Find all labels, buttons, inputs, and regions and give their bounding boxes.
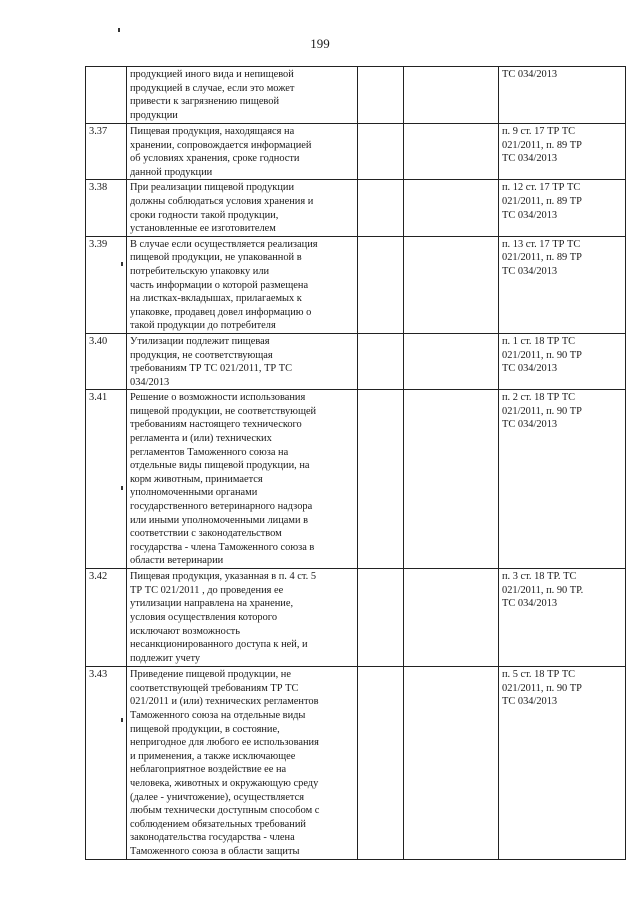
cell-text-line: 021/2011, п. 90 ТР (502, 349, 582, 361)
cell-text-line: 021/2011, п. 90 ТР (502, 405, 582, 417)
cell-text-line: государства - члена Таможенного союза в (130, 541, 315, 553)
regulation-reference (499, 67, 626, 124)
cell-text-line: Решение о возможности использования (130, 392, 306, 404)
table-row (86, 180, 626, 236)
cell-text-line: утилизации направлена на хранение, (130, 598, 294, 610)
cell-text-line: 021/2011, п. 89 ТР (502, 195, 582, 207)
cell-text-line: 021/2011, п. 90 ТР. (502, 584, 584, 596)
cell-text-line: привести к загрязнению пищевой (130, 96, 280, 108)
empty-cell (358, 390, 404, 569)
row-number (86, 67, 127, 124)
requirement-text (127, 180, 358, 236)
cell-text-line: ТС 034/2013 (502, 598, 558, 610)
cell-text-line: несанкционированного доступа к ней, и (130, 639, 308, 651)
cell-text-line: на листках-вкладышах, прилагаемых к (130, 293, 302, 305)
empty-cell (404, 180, 499, 236)
cell-text-line: п. 13 ст. 17 ТР ТС (502, 238, 581, 250)
cell-text-line: отдельные виды пищевой продукции, на (130, 460, 310, 472)
cell-text-line: п. 9 ст. 17 ТР ТС (502, 126, 576, 137)
cell-text-line: соответствии с законодательством (130, 528, 282, 540)
cell-text-line: законодательства государства - члена (130, 832, 295, 844)
cell-text-line: данной продукции (130, 166, 213, 178)
cell-text-line: п. 2 ст. 18 ТР ТС (502, 392, 576, 404)
cell-text-line: 021/2011, п. 89 ТР (502, 139, 582, 151)
cell-text-line: Утилизации подлежит пищевая (130, 335, 270, 347)
cell-text-line: хранении, сопровождается информацией (130, 139, 312, 151)
empty-cell (404, 667, 499, 859)
empty-cell (358, 667, 404, 859)
regulation-reference (499, 333, 626, 389)
regulation-reference (499, 124, 626, 180)
empty-cell (358, 67, 404, 124)
requirement-text (127, 333, 358, 389)
cell-text-line: любым технически доступным способом с (130, 805, 320, 817)
cell-text-line: Приведение пищевой продукции, не (130, 669, 291, 681)
row-number: 3.40 (86, 333, 127, 389)
table-row (86, 124, 626, 180)
cell-text-line: ТР ТС 021/2011 , до проведения ее (130, 584, 284, 596)
requirement-text (127, 667, 358, 859)
empty-cell (358, 236, 404, 333)
cell-text-line: подлежит учету (130, 652, 201, 664)
table-row (86, 333, 626, 389)
cell-text-line: условия осуществления которого (130, 612, 278, 624)
empty-cell (404, 569, 499, 667)
table-row (86, 569, 626, 667)
regulation-reference (499, 180, 626, 236)
cell-text-line: ТС 034/2013 (502, 209, 558, 221)
empty-cell (404, 333, 499, 389)
row-number: 3.41 (86, 390, 127, 569)
cell-text-line: ТС 034/2013 (502, 153, 558, 165)
cell-text-line: сроки годности такой продукции, (130, 209, 279, 221)
cell-text-line: уполномоченными органами (130, 487, 258, 499)
cell-text-line: пищевой продукции, не соответствующей (130, 405, 317, 417)
row-number: 3.39 (86, 236, 127, 333)
cell-text-line: 034/2013 (130, 376, 170, 388)
row-number: 3.38 (86, 180, 127, 236)
cell-text-line: требованиям настоящего технического (130, 419, 302, 431)
cell-text-line: В случае если осуществляется реализация (130, 238, 318, 250)
scan-mark (118, 28, 120, 32)
regulation-reference (499, 569, 626, 667)
empty-cell (358, 569, 404, 667)
cell-text-line: п. 12 ст. 17 ТР ТС (502, 182, 581, 194)
cell-text-line: соблюдением обязательных требований (130, 818, 306, 830)
table-row (86, 667, 626, 859)
cell-text-line: При реализации пищевой продукции (130, 182, 295, 194)
row-number: 3.37 (86, 124, 127, 180)
row-number: 3.42 (86, 569, 127, 667)
cell-text-line: Пищевая продукция, находящаяся на (130, 126, 295, 137)
empty-cell (404, 67, 499, 124)
cell-text-line: пищевой продукции, не упакованной в (130, 252, 302, 264)
empty-cell (358, 124, 404, 180)
cell-text-line: регламента и (или) технических (130, 433, 272, 445)
cell-text-line: упаковке, продавец довел информацию о (130, 306, 312, 318)
cell-text-line: 021/2011 и (или) технических регламентов (130, 696, 319, 708)
cell-text-line: продукцией иного вида и непищевой (130, 69, 294, 80)
regulation-reference (499, 236, 626, 333)
cell-text-line: корм животным, принимается (130, 473, 263, 485)
cell-text-line: соответствующей требованиям ТР ТС (130, 682, 299, 694)
cell-text-line: ТС 034/2013 (502, 265, 558, 277)
regulation-reference (499, 667, 626, 859)
cell-text-line: Таможенного союза в области защиты (130, 846, 300, 857)
cell-text-line: установленные ее изготовителем (130, 223, 276, 235)
cell-text-line: потребительскую упаковку или (130, 265, 270, 277)
empty-cell (358, 180, 404, 236)
cell-text-line: продукция, не соответствующая (130, 349, 273, 361)
table-row (86, 236, 626, 333)
cell-text-line: области ветеринарии (130, 555, 224, 567)
requirement-text (127, 236, 358, 333)
requirement-text (127, 569, 358, 667)
row-number: 3.43 (86, 667, 127, 859)
cell-text-line: ТС 034/2013 (502, 69, 558, 80)
requirement-text (127, 390, 358, 569)
table-row (86, 390, 626, 569)
empty-cell (404, 390, 499, 569)
requirement-text (127, 67, 358, 124)
cell-text-line: п. 3 ст. 18 ТР. ТС (502, 571, 577, 583)
regulation-reference (499, 390, 626, 569)
cell-text-line: ТС 034/2013 (502, 419, 558, 431)
cell-text-line: требованиям ТР ТС 021/2011, ТР ТС (130, 363, 293, 375)
cell-text-line: ТС 034/2013 (502, 696, 558, 708)
page-number: 199 (310, 36, 330, 51)
cell-text-line: 021/2011, п. 89 ТР (502, 252, 582, 264)
cell-text-line: Таможенного союза на отдельные виды (130, 710, 306, 722)
cell-text-line: п. 5 ст. 18 ТР ТС (502, 669, 576, 681)
requirement-text (127, 124, 358, 180)
cell-text-line: (далее - уничтожение), осуществляется (130, 791, 304, 803)
cell-text-line: 021/2011, п. 90 ТР (502, 682, 582, 694)
cell-text-line: человека, животных и окружающую среду (130, 778, 319, 790)
empty-cell (358, 333, 404, 389)
requirements-table (85, 66, 626, 860)
cell-text-line: государственного ветеринарного надзора (130, 501, 313, 513)
cell-text-line: непригодное для любого ее использования (130, 737, 319, 749)
empty-cell (404, 124, 499, 180)
cell-text-line: должны соблюдаться условия хранения и (130, 195, 314, 207)
empty-cell (404, 236, 499, 333)
table-row (86, 67, 626, 124)
cell-text-line: исключают возможность (130, 625, 240, 637)
cell-text-line: продукцией в случае, если это может (130, 82, 295, 94)
cell-text-line: такой продукции до потребителя (130, 320, 276, 332)
cell-text-line: пищевой продукции, в состояние, (130, 723, 280, 735)
cell-text-line: об условиях хранения, сроке годности (130, 153, 300, 165)
cell-text-line: Пищевая продукция, указанная в п. 4 ст. 5 (130, 571, 317, 583)
cell-text-line: п. 1 ст. 18 ТР ТС (502, 335, 576, 347)
cell-text-line: регламентов Таможенного союза на (130, 446, 289, 458)
cell-text-line: неблагоприятное воздействие ее на (130, 764, 287, 776)
cell-text-line: часть информации о которой размещена (130, 279, 309, 291)
cell-text-line: ТС 034/2013 (502, 363, 558, 375)
cell-text-line: и применения, а также исключающее (130, 750, 296, 762)
cell-text-line: продукции (130, 109, 178, 121)
cell-text-line: или иными уполномоченными лицами в (130, 514, 309, 526)
